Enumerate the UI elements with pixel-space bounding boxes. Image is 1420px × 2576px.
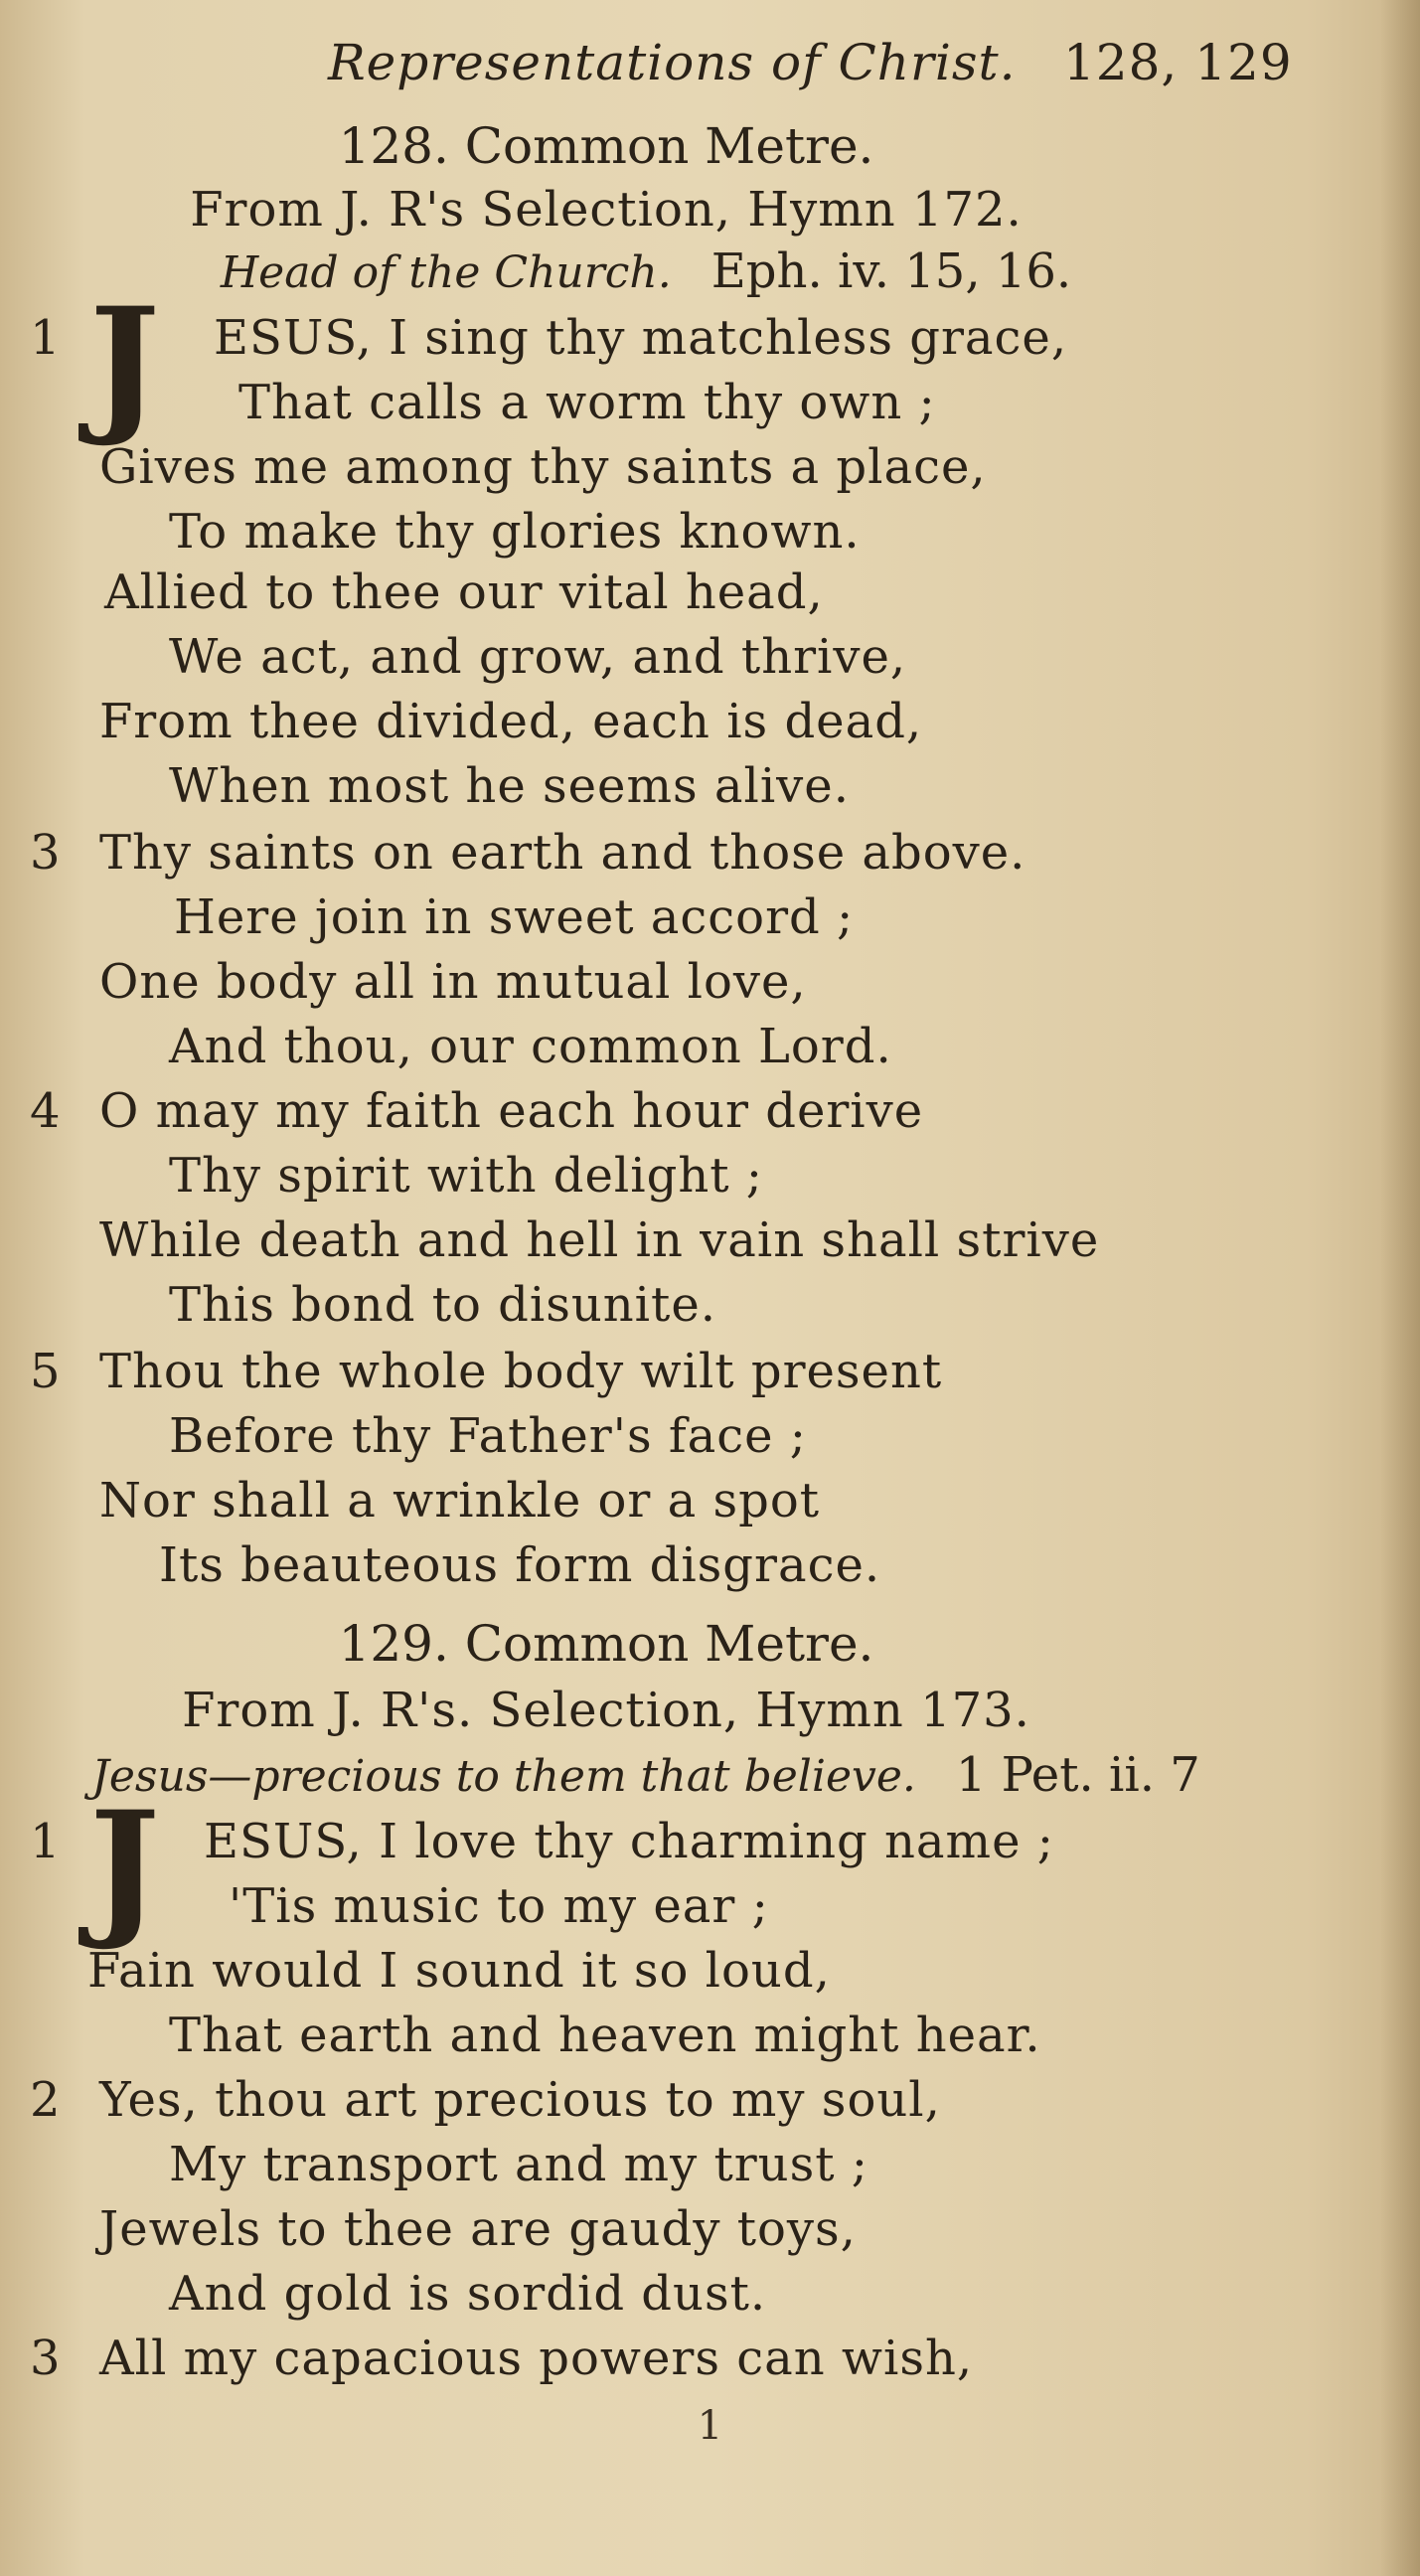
verse-line: And thou, our common Lord.: [169, 1019, 892, 1074]
stanza-number: 5: [30, 1344, 61, 1399]
verse-line: That earth and heaven might hear.: [169, 2008, 1041, 2063]
stanza-number: 1: [30, 310, 61, 366]
verse-line: Fain would I sound it so loud,: [87, 1943, 831, 1999]
page-number: 1: [697, 2403, 723, 2449]
drop-cap: J: [89, 1779, 160, 1954]
verse-line: 'Tis music to my ear ;: [229, 1878, 769, 1934]
verse-line: Allied to thee our vital head,: [104, 564, 824, 620]
hymn-scripture-reference: 1 Pet. ii. 7: [955, 1747, 1200, 1803]
verse-line: Its beauteous form disgrace.: [159, 1537, 881, 1593]
verse-line: Here join in sweet accord ;: [174, 889, 855, 945]
hymn-scripture-reference: Eph. iv. 15, 16.: [710, 243, 1072, 299]
hymn-subject: [0, 243, 1292, 299]
verse-line: When most he seems alive.: [169, 758, 850, 814]
stanza-number: 3: [30, 2331, 61, 2386]
hymn-title: 129. Common Metre.: [338, 1615, 874, 1673]
hymn-subject-topic: Head of the Church.: [220, 247, 672, 298]
verse-line: From thee divided, each is dead,: [99, 694, 923, 749]
verse-line: Thou the whole body wilt present: [99, 1344, 943, 1399]
verse-line: O may my faith each hour derive: [99, 1083, 924, 1139]
verse-line: And gold is sordid dust.: [169, 2266, 767, 2322]
verse-line: To make thy glories known.: [169, 504, 861, 560]
hymn-title: 128. Common Metre.: [338, 117, 874, 175]
hymn-subject: [0, 1747, 1292, 1803]
verse-line: While death and hell in vain shall strive: [99, 1212, 1100, 1268]
hymn-source: From J. R's Selection, Hymn 172.: [190, 182, 1023, 238]
verse-line: Thy spirit with delight ;: [169, 1148, 763, 1204]
running-head-hymn-numbers: 128, 129: [1063, 34, 1293, 91]
page-gutter-shadow: [1380, 0, 1420, 2576]
verse-line: We act, and grow, and thrive,: [169, 629, 907, 685]
stanza-number: 1: [30, 1814, 61, 1869]
verse-line: This bond to disunite.: [169, 1277, 716, 1333]
verse-line: One body all in mutual love,: [99, 954, 807, 1010]
verse-line: Gives me among thy saints a place,: [99, 439, 987, 495]
verse-line: Nor shall a wrinkle or a spot: [99, 1473, 821, 1529]
stanza-number: 3: [30, 825, 61, 881]
verse-line: That calls a worm thy own ;: [238, 375, 936, 430]
verse-line: ESUS, I sing thy matchless grace,: [214, 310, 1068, 366]
verse-line: Before thy Father's face ;: [169, 1408, 807, 1464]
hymn-source: From J. R's. Selection, Hymn 173.: [182, 1683, 1030, 1738]
verse-line: Thy saints on earth and those above.: [99, 825, 1026, 881]
running-head: [0, 24, 1420, 103]
verse-line: ESUS, I love thy charming name ;: [204, 1814, 1054, 1869]
verse-line: All my capacious powers can wish,: [99, 2331, 974, 2386]
running-head-title: Representations of Christ.: [328, 34, 1017, 91]
drop-cap: J: [89, 275, 160, 450]
stanza-number: 2: [30, 2072, 61, 2128]
hymn-subject-topic: Jesus—precious to them that believe.: [91, 1751, 916, 1802]
verse-line: Yes, thou art precious to my soul,: [99, 2072, 941, 2128]
stanza-number: 4: [30, 1083, 61, 1139]
verse-line: Jewels to thee are gaudy toys,: [99, 2201, 857, 2257]
verse-line: My transport and my trust ;: [169, 2137, 868, 2192]
